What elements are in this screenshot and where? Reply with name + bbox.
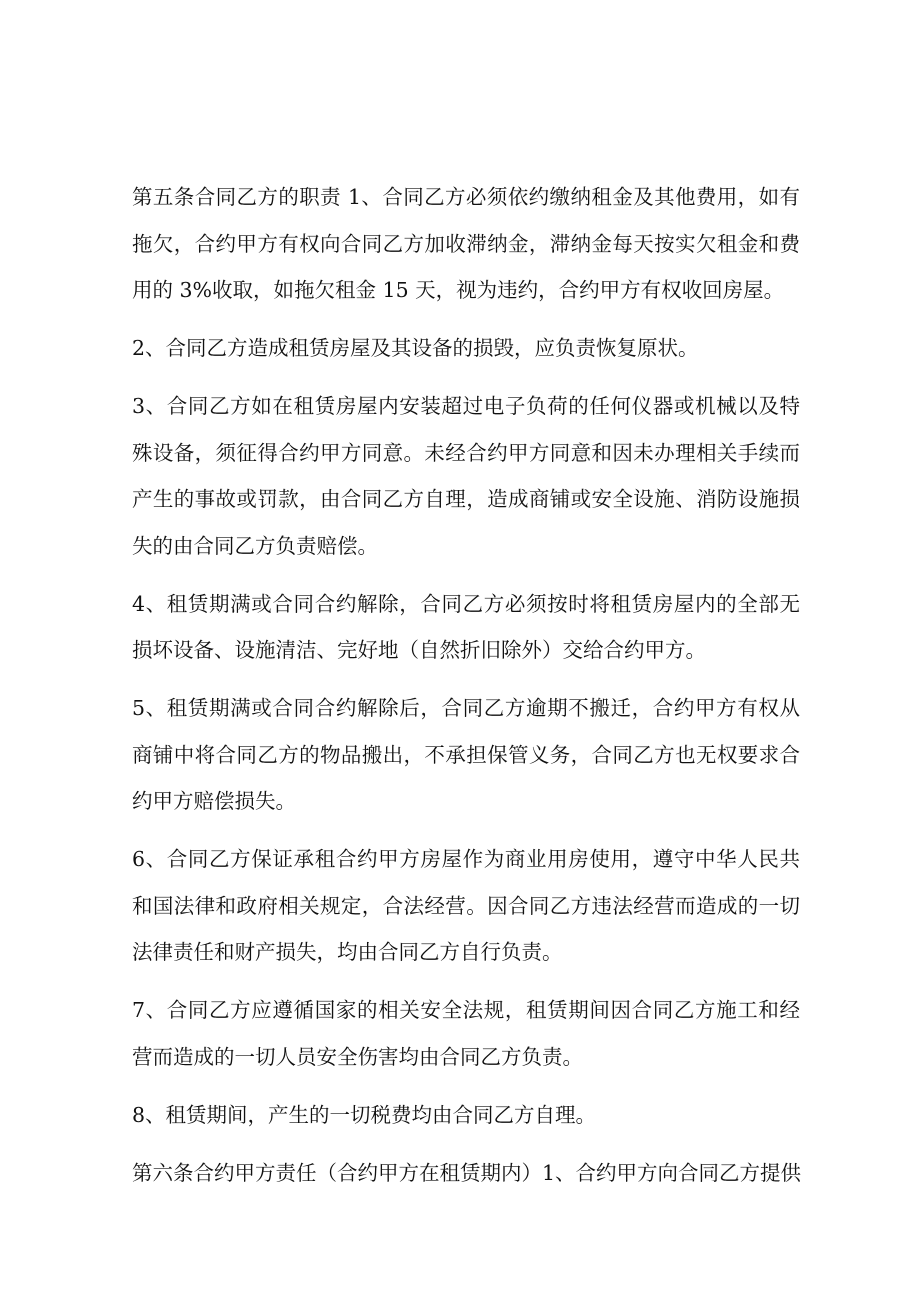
paragraph-item-5: 5、租赁期满或合同合约解除后，合同乙方逾期不搬迁，合约甲方有权从商铺中将合同乙方的物品搬出，不承担保管义务，合同乙方也无权要求合约甲方赔偿损失。 [132, 696, 800, 813]
paragraph-item-6: 6、合同乙方保证承租合约甲方房屋作为商业用房使用，遵守中华人民共和国法律和政府相关规定，合法经营。因合同乙方违法经营而造成的一切法律责任和财产损失，均由合同乙方自行负责。 [132, 847, 800, 964]
paragraph-item-7: 7、合同乙方应遵循国家的相关安全法规，租赁期间因合同乙方施工和经营而造成的一切人员安全伤害均由合同乙方负责。 [132, 998, 800, 1069]
paragraph-item-4: 4、租赁期满或合同合约解除，合同乙方必须按时将租赁房屋内的全部无损坏设备、设施清洁、完好地（自然折旧除外）交给合约甲方。 [132, 591, 800, 662]
paragraph-item-3: 3、合同乙方如在租赁房屋内安装超过电子负荷的任何仪器或机械以及特殊设备，须征得合约甲方同意。未经合约甲方同意和因未办理相关手续而产生的事故或罚款，由合同乙方自理，造成商铺或安全设施、消防设施损失的由合同乙方负责赔偿。 [132, 394, 800, 558]
paragraph-item-2: 2、合同乙方造成租赁房屋及其设备的损毁，应负责恢复原状。 [132, 336, 699, 360]
paragraph-article-5: 第五条合同乙方的职责 1、合同乙方必须依约缴纳租金及其他费用，如有拖欠，合约甲方有权向合同乙方加收滞纳金，滞纳金每天按实欠租金和费用的 3%收取，如拖欠租金 15 天，视为违约，合约甲方有权收回房屋。 [132, 185, 800, 302]
paragraph-item-8: 8、租赁期间，产生的一切税费均由合同乙方自理。 [132, 1102, 597, 1127]
document-body [132, 174, 800, 1208]
paragraph-article-6: 第六条合约甲方责任（合约甲方在租赁期内）1、合约甲方向合同乙方提供 [132, 1160, 802, 1185]
